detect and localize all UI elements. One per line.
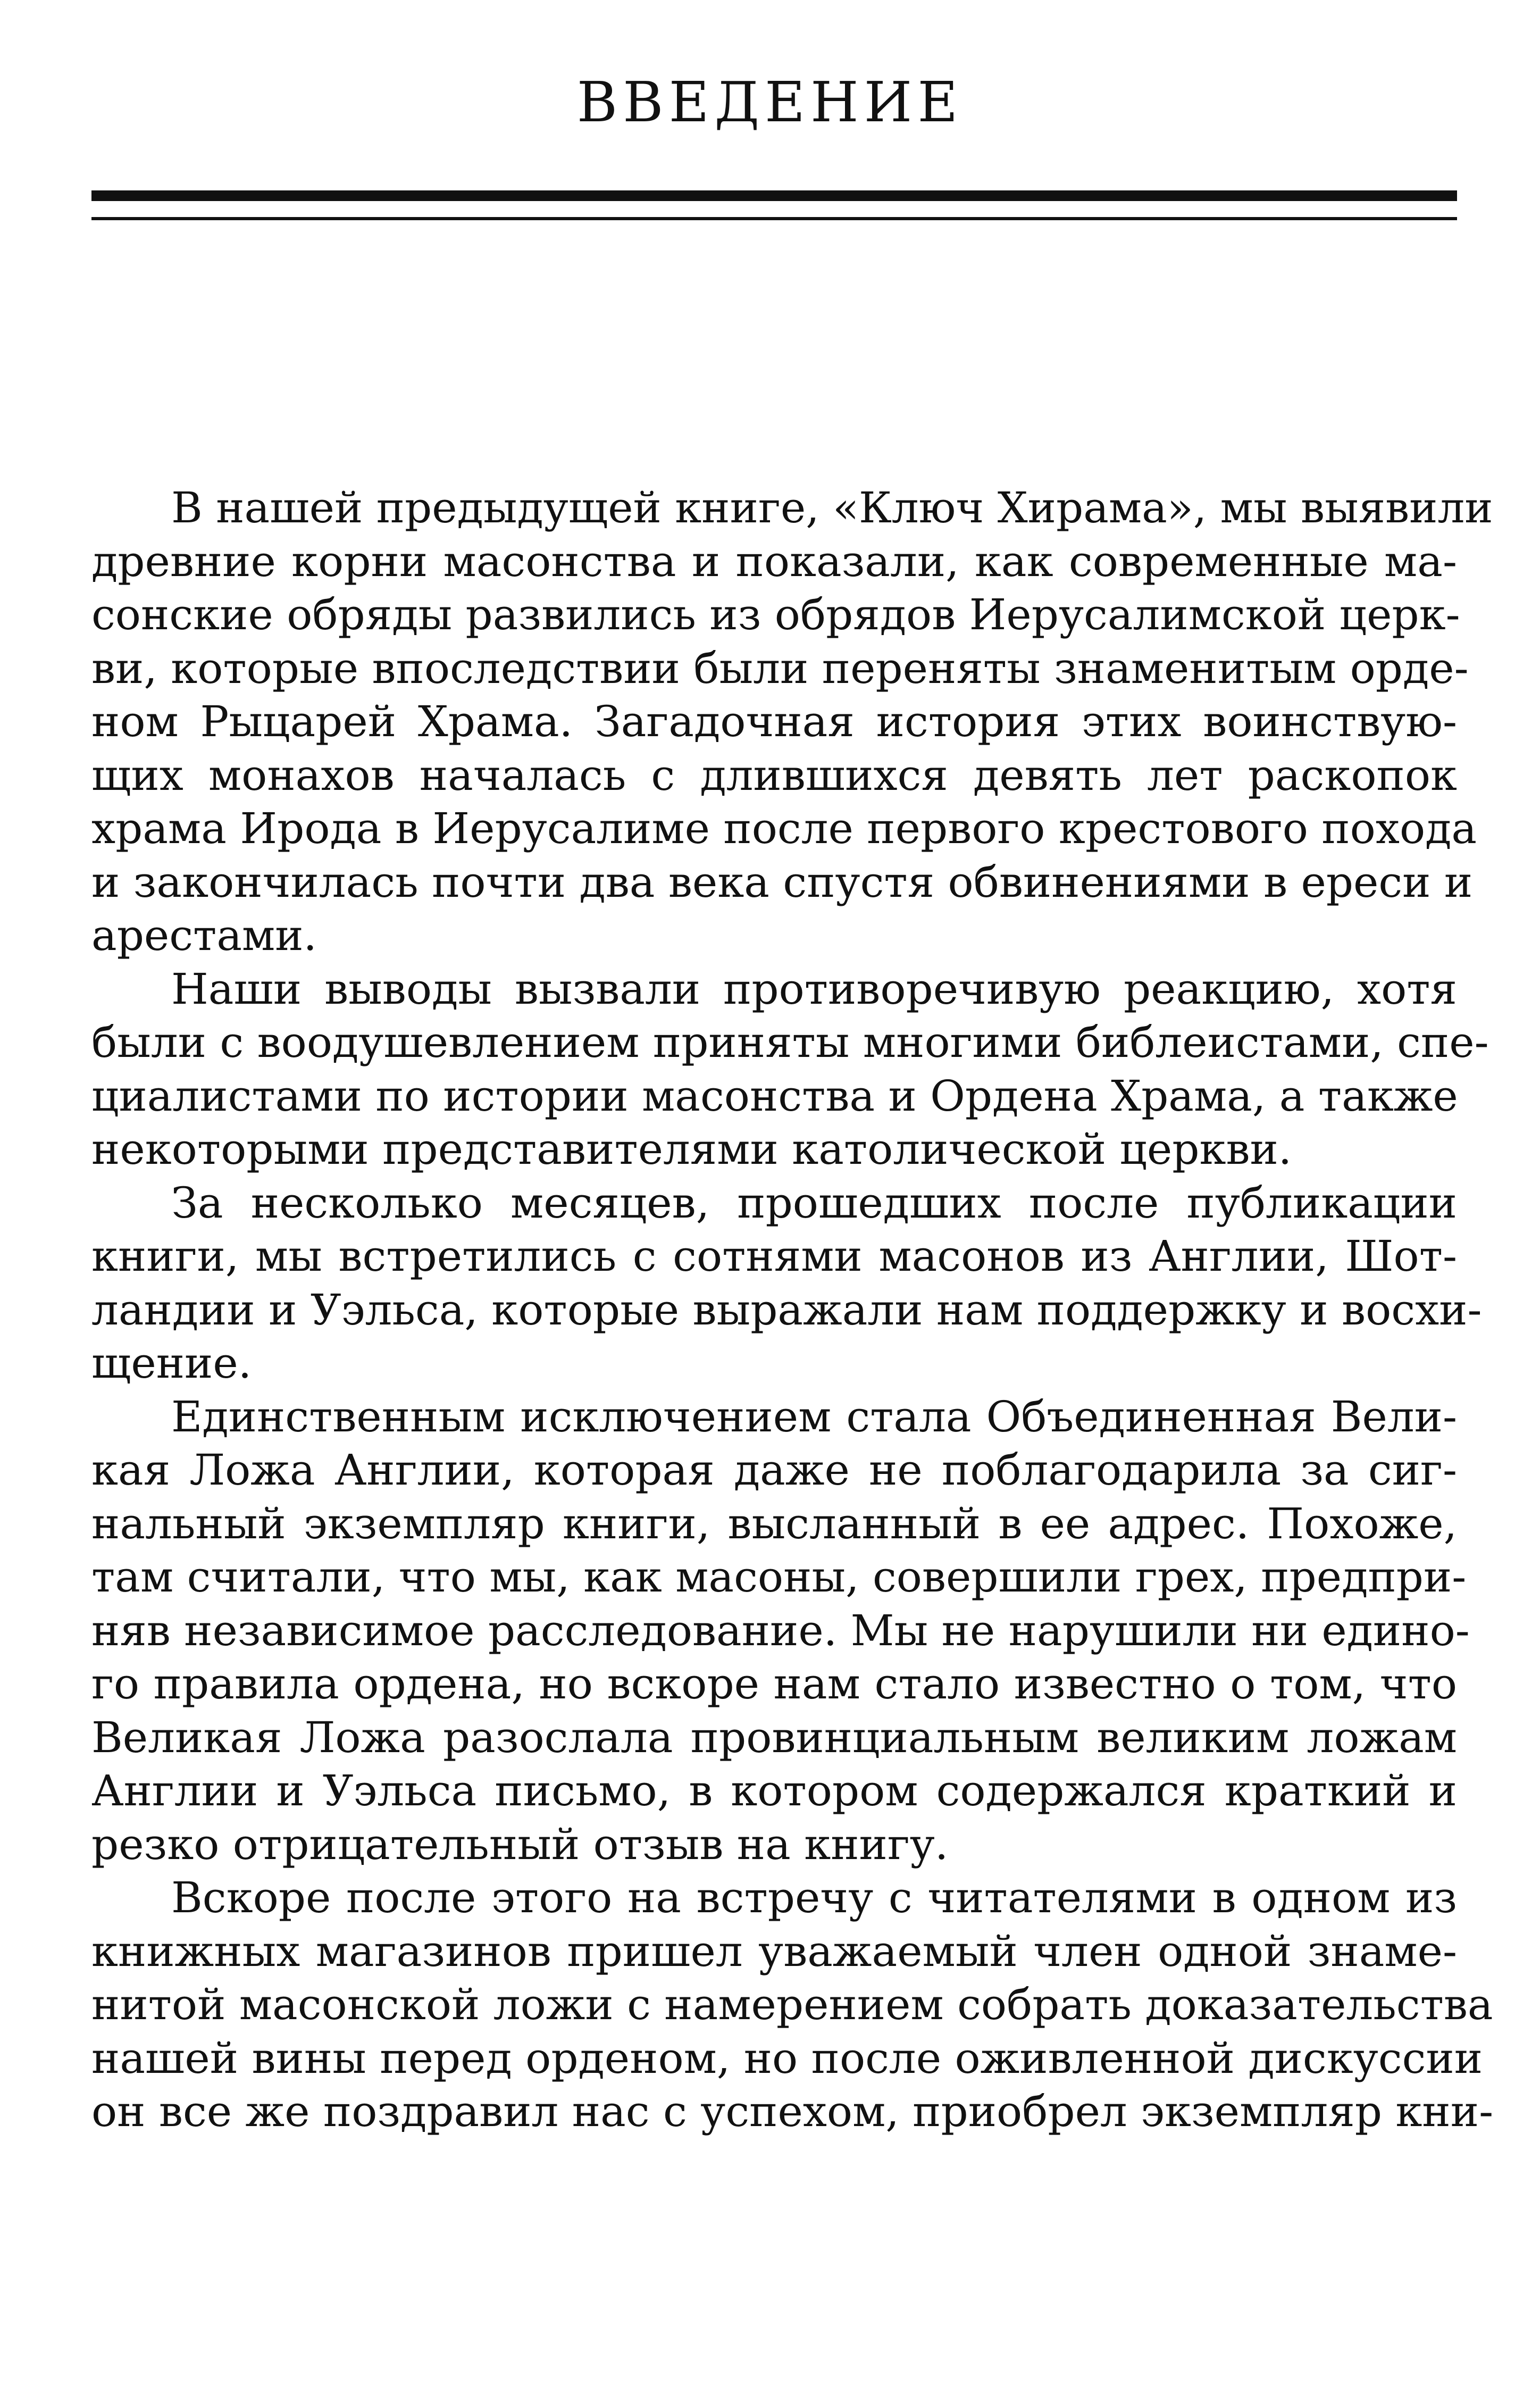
text-line: Единственным исключением стала Объединенная Вели- <box>171 1392 1457 1442</box>
paragraph <box>91 1390 1470 1872</box>
text-line: циалистами по истории масонства и Ордена Храма, а также <box>91 1071 1458 1121</box>
text-line: щение. <box>91 1338 252 1388</box>
text-line: Наши выводы вызвали противоречивую реакцию, хотя <box>171 964 1457 1014</box>
text-line: древние корни масонства и показали, как современные ма- <box>91 536 1457 586</box>
text-line: Вскоре после этого на встречу с читателями в одном из <box>171 1873 1457 1922</box>
body-text <box>91 481 1494 2139</box>
paragraph <box>91 1871 1494 2139</box>
text-line: няв независимое расследование. Мы не нарушили ни едино- <box>91 1605 1470 1655</box>
text-line: некоторыми представителями католической церкви. <box>91 1124 1292 1174</box>
text-line: В нашей предыдущей книге, «Ключ Хирама», мы выявили <box>171 483 1493 532</box>
text-line: го правила ордена, но вскоре нам стало известно о том, что <box>91 1659 1457 1709</box>
text-line: и закончилась почти два века спустя обвинениями в ереси и <box>91 857 1473 907</box>
text-line: нальный экземпляр книги, высланный в ее адрес. Похоже, <box>91 1498 1457 1548</box>
text-line: щих монахов началась с длившихся девять лет раскопок <box>91 750 1457 800</box>
text-line: Великая Ложа разослала провинциальным великим ложам <box>91 1712 1457 1762</box>
text-line: кая Ложа Англии, которая даже не поблагодарила за сиг- <box>91 1445 1457 1495</box>
text-line: были с воодушевлением приняты многими библеистами, спе- <box>91 1018 1489 1067</box>
text-line: Англии и Уэльса письмо, в котором содержался краткий и <box>91 1766 1457 1815</box>
text-line: там считали, что мы, как масоны, совершили грех, предпри- <box>91 1552 1467 1602</box>
text-line: книжных магазинов пришел уважаемый член одной знаме- <box>91 1926 1457 1976</box>
text-line: ландии и Уэльса, которые выражали нам поддержку и восхи- <box>91 1285 1482 1335</box>
title-rule-thin <box>91 217 1457 220</box>
paragraph <box>91 963 1489 1177</box>
text-line: За несколько месяцев, прошедших после публикации <box>171 1178 1457 1228</box>
text-line: нитой масонской ложи с намерением собрать доказательства <box>91 1980 1493 2029</box>
text-line: арестами. <box>91 911 317 960</box>
text-line: ви, которые впоследствии были переняты знаменитым орде- <box>91 643 1469 693</box>
title-rule-thick <box>91 190 1457 201</box>
text-line: книги, мы встретились с сотнями масонов из Англии, Шот- <box>91 1231 1457 1281</box>
paragraph <box>91 481 1493 963</box>
text-line: нашей вины перед орденом, но после оживленной дискуссии <box>91 2033 1483 2083</box>
text-line: сонские обряды развились из обрядов Иерусалимской церк- <box>91 590 1460 639</box>
text-line: он все же поздравил нас с успехом, приобрел экземпляр кни- <box>91 2087 1494 2136</box>
text-line: резко отрицательный отзыв на книгу. <box>91 1819 949 1869</box>
chapter-title: ВВЕДЕНИЕ <box>576 70 964 135</box>
text-line: храма Ирода в Иерусалиме после первого крестового похода <box>91 804 1477 853</box>
paragraph <box>91 1177 1482 1390</box>
text-line: ном Рыцарей Храма. Загадочная история этих воинствую- <box>91 697 1457 746</box>
